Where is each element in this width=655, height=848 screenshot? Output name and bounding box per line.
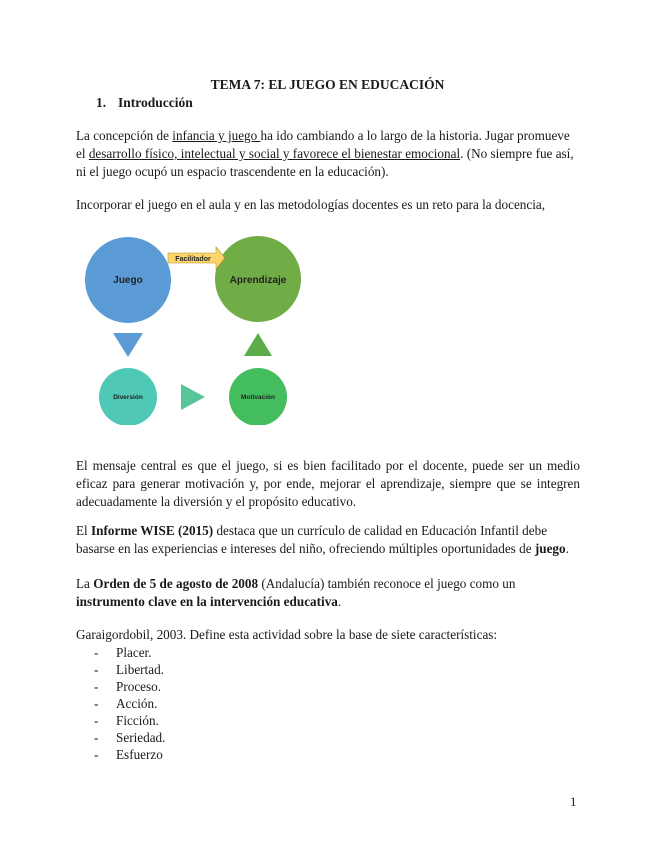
list-item — [94, 644, 165, 661]
list-marker: - — [94, 713, 99, 728]
bold-text: juego — [534, 541, 566, 556]
list-item-text: Seriedad. — [116, 730, 166, 745]
list-item-text: Ficción. — [116, 713, 159, 728]
list-marker: - — [94, 747, 99, 762]
juego-label: Juego — [113, 275, 143, 286]
paragraph-wise — [76, 522, 580, 558]
list-marker: - — [94, 679, 99, 694]
up-arrow — [244, 333, 272, 356]
text-run: ha ido cambiando a lo largo de la historia. Jugar promueve el — [76, 128, 570, 161]
juego-diagram — [70, 225, 310, 425]
list-item-text: Placer. — [116, 645, 152, 660]
facilitador-label: Facilitador — [175, 256, 211, 263]
underlined-text: infancia y juego — [172, 128, 261, 143]
text-run: El — [76, 523, 92, 538]
diversion-label: Diversión — [113, 394, 143, 401]
text-run: La concepción de — [76, 128, 173, 143]
section-number: 1. — [96, 95, 107, 110]
text-run: . — [337, 594, 342, 609]
list-item-text: Libertad. — [116, 662, 164, 677]
text-run: destaca que un currículo de calidad en Educación Infantil debe basarse en las experiencias e intereses del niño, ofreciendo múltiples oportunidades de — [76, 523, 548, 556]
list-item — [94, 661, 165, 678]
list-item — [94, 729, 165, 746]
document-title: TEMA 7: EL JUEGO EN EDUCACIÓN — [210, 77, 445, 92]
list-marker: - — [94, 696, 99, 711]
list-item-text: Proceso. — [116, 679, 162, 694]
list-item-text: Acción. — [116, 696, 158, 711]
characteristics-list — [94, 644, 165, 763]
aprendizaje-label: Aprendizaje — [229, 275, 287, 286]
page-number: 1 — [570, 794, 577, 809]
list-item — [94, 678, 165, 695]
bold-text: Informe WISE (2015) — [91, 523, 214, 538]
paragraph-garaigordobil: Garaigordobil, 2003. Define esta actividad sobre la base de siete características: — [76, 627, 498, 642]
motivacion-label: Motivación — [241, 394, 275, 401]
paragraph-reto: Incorporar el juego en el aula y en las metodologías docentes es un reto para la docencia, — [76, 197, 546, 212]
section-heading-text: Introducción — [118, 95, 193, 110]
list-item — [94, 712, 165, 729]
text-run: . — [565, 541, 569, 556]
underlined-text: desarrollo físico, intelectual y social y favorece el bienestar emocional — [88, 146, 461, 161]
list-item-text: Esfuerzo — [116, 747, 163, 762]
down-arrow — [113, 333, 143, 357]
list-marker: - — [94, 645, 99, 660]
list-marker: - — [94, 730, 99, 745]
paragraph-mensaje: El mensaje central es que el juego, si es bien facilitado por el docente, puede ser un medio eficaz para generar motivación y, por ende, mejorar el aprendizaje, siempre que se integren adecuadamente la diversión y el propósito educativo. — [76, 458, 580, 509]
list-marker: - — [94, 662, 99, 677]
paragraph-intro — [76, 127, 580, 181]
list-item — [94, 695, 165, 712]
list-item — [94, 746, 165, 763]
text-run: La — [76, 576, 94, 591]
text-run: . (No siempre fue así, ni el juego ocupó un espacio trascendente en la educación). — [76, 146, 574, 179]
bold-text: instrumento clave en la intervención educativa — [76, 594, 338, 609]
paragraph-orden — [76, 575, 580, 611]
section-heading — [96, 95, 193, 111]
bold-text: Orden de 5 de agosto de 2008 — [93, 576, 259, 591]
text-run: (Andalucía) también reconoce el juego como un — [258, 576, 516, 591]
right-arrow — [181, 384, 205, 410]
